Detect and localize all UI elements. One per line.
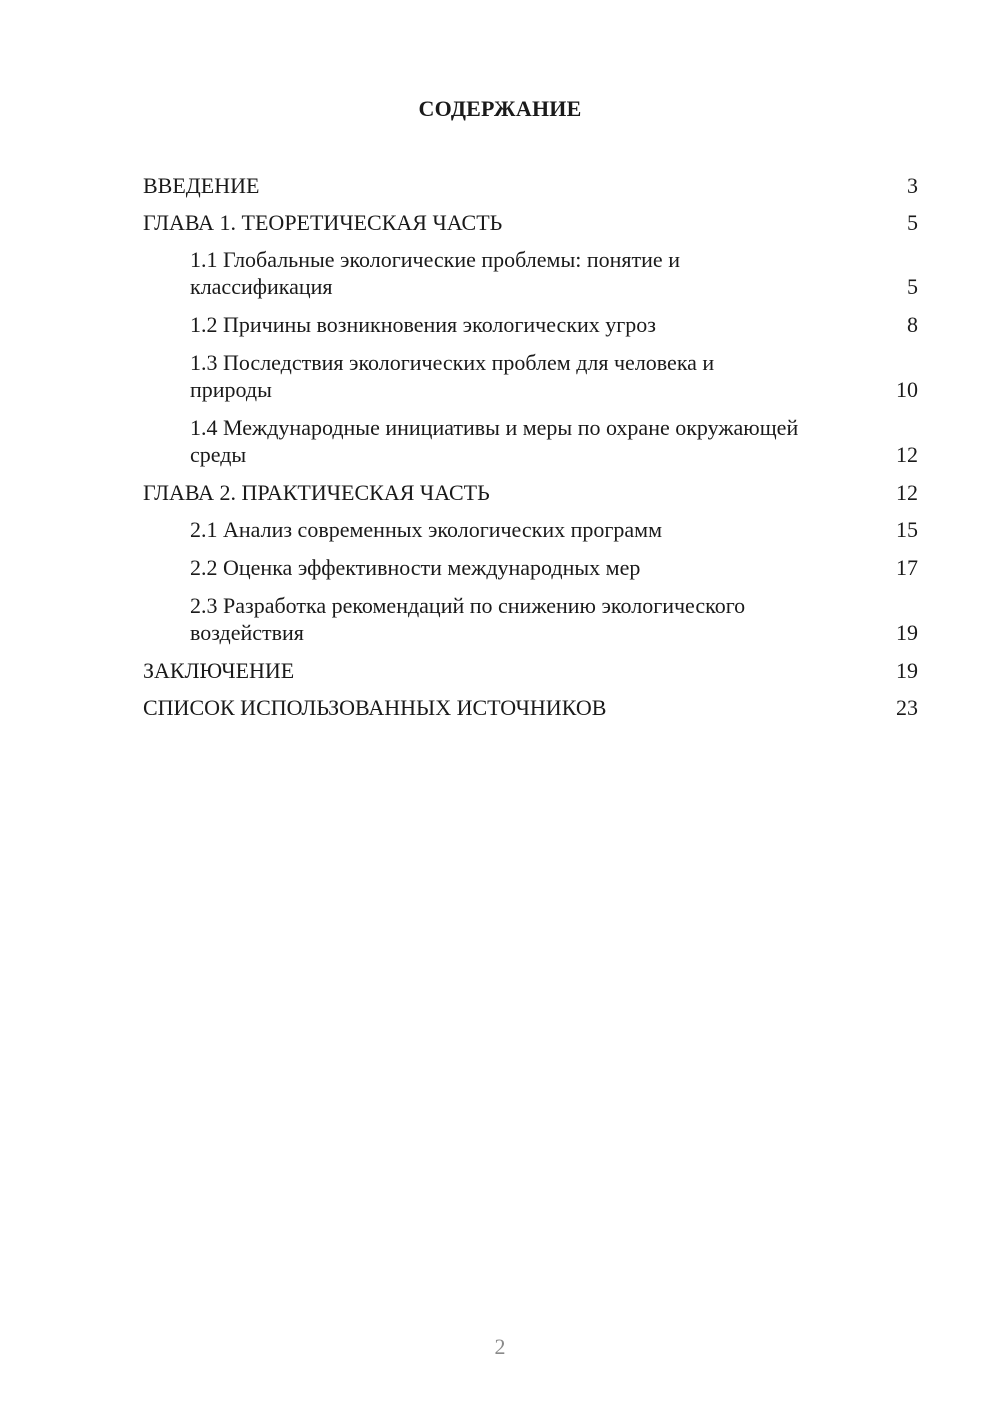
toc-entry: [143, 690, 918, 727]
toc-entry-page: 5: [907, 274, 918, 299]
toc-entry-text: 2.2 Оценка эффективности международных мер: [190, 555, 641, 580]
toc-entry-text: 1.3 Последствия экологических проблем для человека и природы: [190, 350, 715, 402]
toc-entry-text: 2.3 Разработка рекомендаций по снижению экологического воздействия: [190, 593, 746, 645]
toc-entry-page: 12: [896, 480, 918, 505]
toc-entry-page: 3: [907, 173, 918, 198]
toc-entry: [143, 307, 918, 345]
toc-entry: [143, 550, 918, 588]
toc-entry-page: 10: [896, 377, 918, 402]
toc-entry: [143, 410, 918, 475]
toc-entry: [143, 653, 918, 690]
table-of-contents: [143, 168, 918, 727]
toc-entry: [143, 345, 918, 410]
toc-entry-text: ВВЕДЕНИЕ: [143, 173, 260, 198]
toc-entry-page: 5: [907, 210, 918, 235]
toc-entry: [143, 475, 918, 512]
toc-entry: [143, 512, 918, 550]
toc-entry-text: ГЛАВА 1. ТЕОРЕТИЧЕСКАЯ ЧАСТЬ: [143, 210, 503, 235]
toc-entry-text: 2.1 Анализ современных экологических программ: [190, 517, 663, 542]
toc-entry-page: 17: [896, 555, 918, 580]
toc-entry-text: 1.4 Международные инициативы и меры по охране окружающей среды: [190, 415, 799, 467]
toc-entry: [143, 242, 918, 307]
page-number: 2: [494, 1334, 506, 1359]
toc-entry-page: 19: [896, 620, 918, 645]
toc-entry-page: 23: [896, 695, 918, 720]
toc-entry-text: ГЛАВА 2. ПРАКТИЧЕСКАЯ ЧАСТЬ: [143, 480, 490, 505]
page-title: СОДЕРЖАНИЕ: [418, 96, 582, 121]
toc-entry: [143, 168, 918, 205]
toc-entry-text: ЗАКЛЮЧЕНИЕ: [143, 658, 295, 683]
toc-entry-text: СПИСОК ИСПОЛЬЗОВАННЫХ ИСТОЧНИКОВ: [143, 695, 607, 720]
toc-entry: [143, 588, 918, 653]
toc-entry-page: 19: [896, 658, 918, 683]
toc-entry-text: 1.2 Причины возникновения экологических угроз: [190, 312, 656, 337]
toc-entry-page: 12: [896, 442, 918, 467]
toc-entry-page: 15: [896, 517, 918, 542]
toc-entry: [143, 205, 918, 242]
toc-entry-text: 1.1 Глобальные экологические проблемы: понятие и классификация: [190, 247, 680, 299]
toc-entry-page: 8: [907, 312, 918, 337]
